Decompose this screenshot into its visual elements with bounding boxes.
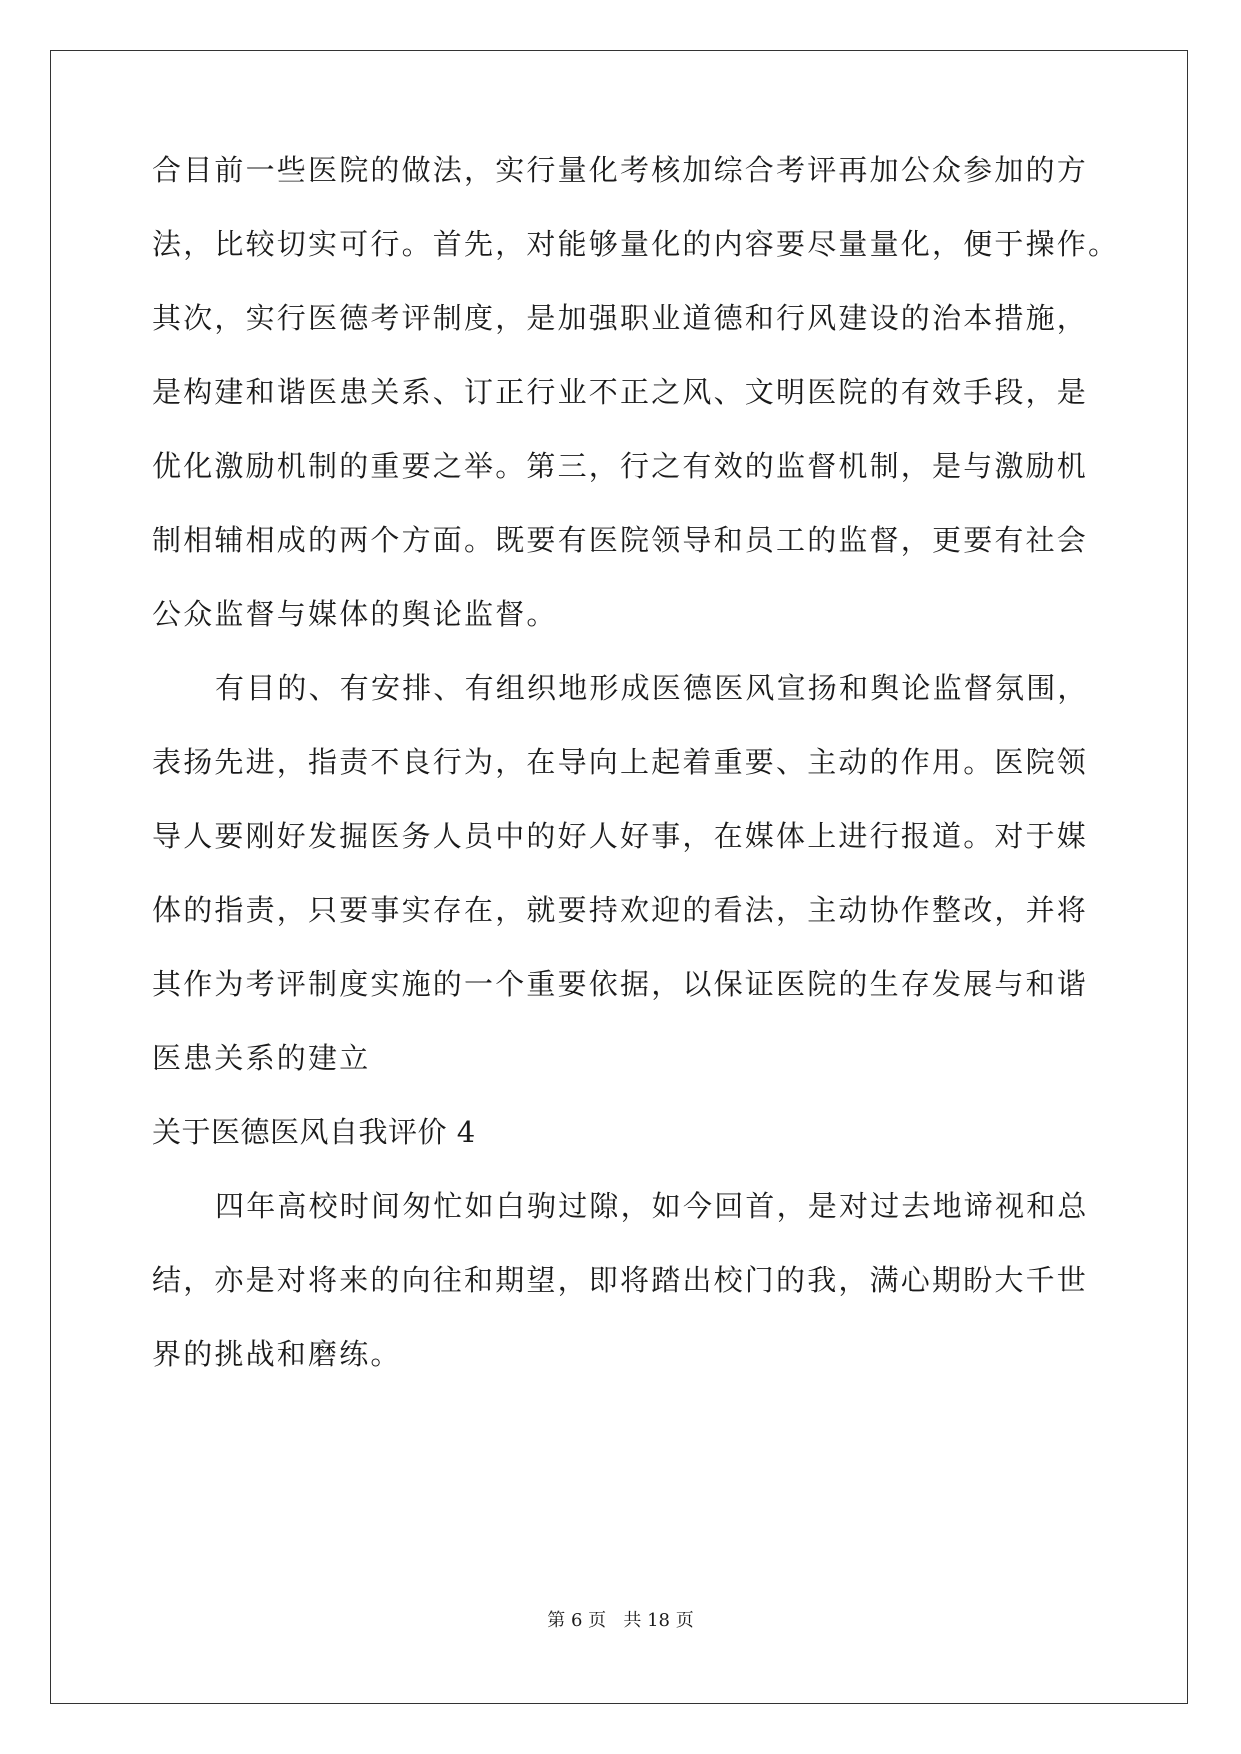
paragraph-2-line-4: 体的指责，只要事实存在，就要持欢迎的看法，主动协作整改，并将 — [152, 893, 1089, 927]
paragraph-1-line-2: 法，比较切实可行。首先，对能够量化的内容要尽量量化，便于操作。 — [152, 227, 1120, 261]
paragraph-1-line-5: 优化激励机制的重要之举。第三，行之有效的监督机制，是与激励机 — [152, 449, 1089, 483]
paragraph-2-line-5: 其作为考评制度实施的一个重要依据，以保证医院的生存发展与和谐 — [152, 967, 1089, 1001]
page-border — [50, 50, 1188, 1704]
paragraph-1-line-1: 合目前一些医院的做法，实行量化考核加综合考评再加公众参加的方 — [152, 153, 1089, 187]
paragraph-3-line-3: 界的挑战和磨练。 — [152, 1337, 402, 1371]
paragraph-3-line-1: 四年高校时间匆忙如白驹过隙，如今回首，是对过去地谛视和总 — [215, 1189, 1089, 1223]
paragraph-1-line-6: 制相辅相成的两个方面。既要有医院领导和员工的监督，更要有社会 — [152, 523, 1089, 557]
paragraph-1-line-7: 公众监督与媒体的舆论监督。 — [152, 597, 558, 631]
paragraph-3-line-2: 结，亦是对将来的向往和期望，即将踏出校门的我，满心期盼大千世 — [152, 1263, 1089, 1297]
page-footer: 第 6 页 共 18 页 — [547, 1610, 694, 1631]
paragraph-1-line-4: 是构建和谐医患关系、订正行业不正之风、文明医院的有效手段，是 — [152, 375, 1089, 409]
paragraph-2-line-6: 医患关系的建立 — [152, 1041, 371, 1075]
paragraph-2-line-1: 有目的、有安排、有组织地形成医德医风宣扬和舆论监督氛围， — [215, 671, 1089, 705]
section-heading: 关于医德医风自我评价 4 — [152, 1115, 476, 1149]
paragraph-2-line-2: 表扬先进，指责不良行为，在导向上起着重要、主动的作用。医院领 — [152, 745, 1089, 779]
paragraph-1-line-3: 其次，实行医德考评制度，是加强职业道德和行风建设的治本措施， — [152, 301, 1089, 335]
paragraph-2-line-3: 导人要刚好发掘医务人员中的好人好事，在媒体上进行报道。对于媒 — [152, 819, 1089, 853]
